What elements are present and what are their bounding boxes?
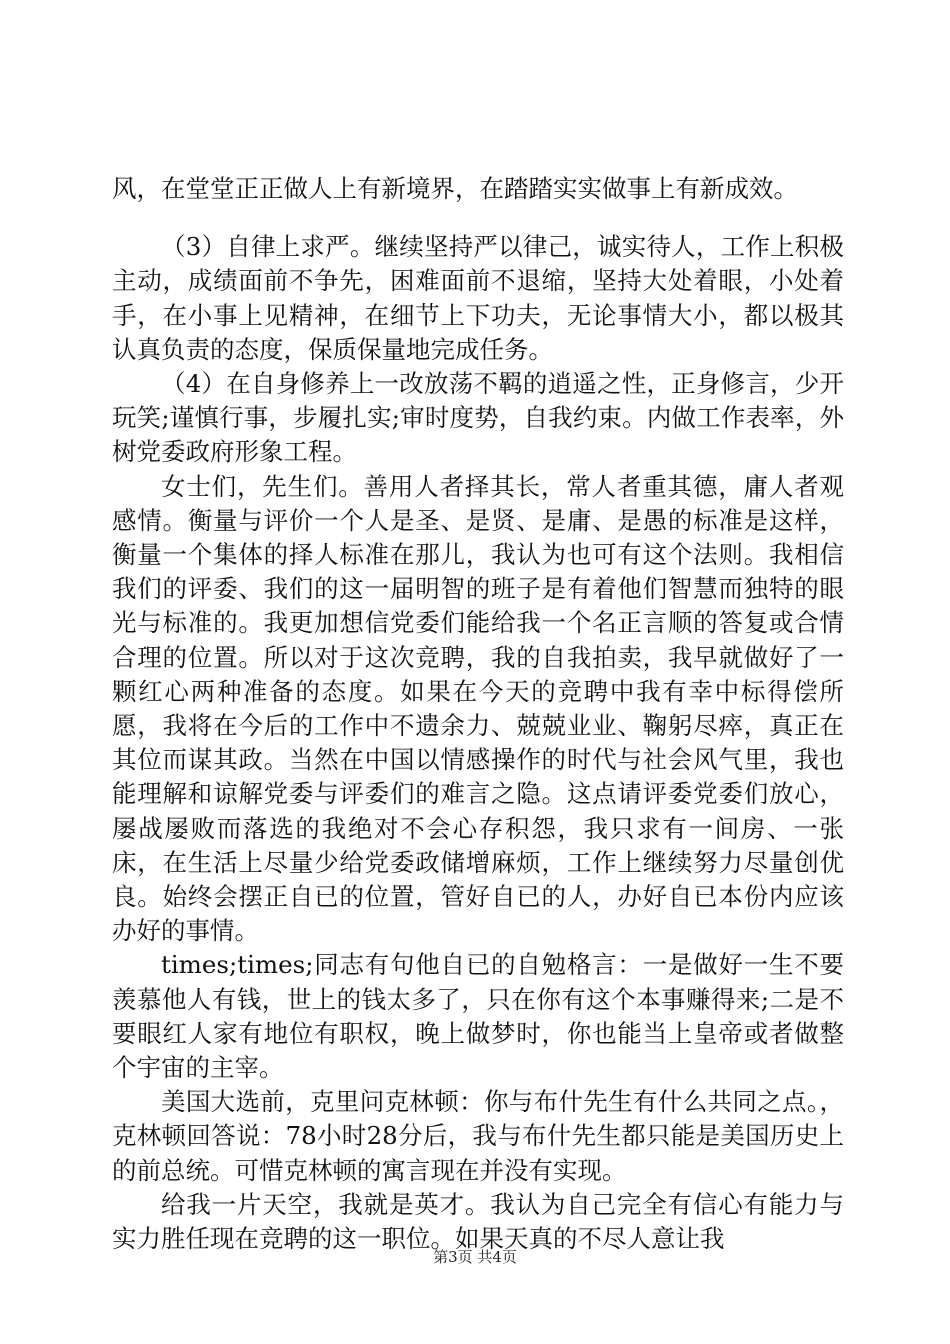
document-body bbox=[112, 172, 844, 1256]
paragraph-ladies-gentlemen: 女士们，先生们。善用人者择其长，常人者重其德，庸人者观感情。衡量与评价一个人是圣、是贤、是庸、是愚的标准是这样，衡量一个集体的择人标准在那儿，我认为也可有这个法则。我相信我们的评委、我们的这一届明智的班子是有着他们智慧而独特的眼光与标准的。我更加想信党委们能给我一个名正言顺的答复或合情合理的位置。所以对于这次竞聘，我的自我拍卖，我早就做好了一颗红心两种准备的态度。如果在今天的竞聘中我有幸中标得偿所愿，我将在今后的工作中不遗余力、兢兢业业、鞠躬尽瘁，真正在其位而谋其政。当然在中国以情感操作的时代与社会风气里，我也能理解和谅解党委与评委们的难言之隐。这点请评委党委们放心，屡战屡败而落选的我绝对不会心存积怨，我只求有一间房、一张床，在生活上尽量少给党委政储增麻烦，工作上继续努力尽量创优良。始终会摆正自已的位置，管好自已的人，办好自已本份内应该办好的事情。 bbox=[112, 471, 844, 946]
page-number-footer: 第3页 共4页 bbox=[433, 1248, 517, 1266]
paragraph-continuation: 风，在堂堂正正做人上有新境界，在踏踏实实做事上有新成效。 bbox=[112, 174, 798, 203]
paragraph-closing: 给我一片天空，我就是英才。我认为自己完全有信心有能力与实力胜任现在竞聘的这一职位。如果天真的不尽人意让我 bbox=[112, 1189, 844, 1254]
paragraph-election-anecdote: 美国大选前，克里问克林顿：你与布什先生有什么共同之点。，克林顿回答说：78小时28分后，我与布什先生都只能是美国历史上的前总统。可惜克林顿的寓言现在并没有实现。 bbox=[112, 1087, 844, 1185]
paragraph-self-discipline: （3）自律上求严。继续坚持严以律己，诚实待人，工作上积极主动，成绩面前不争先，困难面前不退缩，坚持大处着眼，小处着手，在小事上见精神，在细节上下功夫，无论事情大小，都以极其认真负责的态度，保质保量地完成任务。 bbox=[112, 232, 844, 364]
paragraph-motto: times;times;同志有句他自已的自勉格言：一是做好一生不要羡慕他人有钱，世上的钱太多了，只在你有这个本事赚得来;二是不要眼红人家有地位有职权，晚上做梦时，你也能当上皇帝或者做整个宇宙的主宰。 bbox=[112, 950, 844, 1083]
paragraph-self-cultivation: （4）在自身修养上一改放荡不羁的逍遥之性，正身修言，少开玩笑;谨慎行事，步履扎实;审时度势，自我约束。内做工作表率，外树党委政府形象工程。 bbox=[112, 369, 844, 467]
